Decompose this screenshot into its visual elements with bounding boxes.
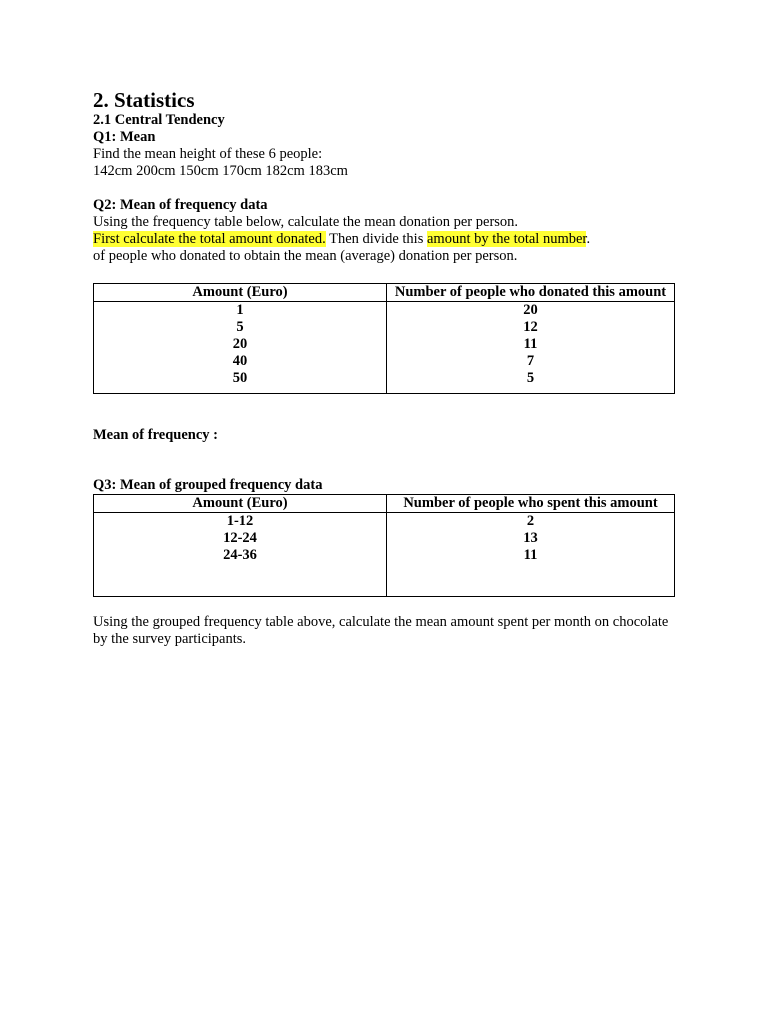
- q1-heading: Q1: Mean: [93, 129, 156, 145]
- table-header-amount: Amount (Euro): [94, 284, 387, 302]
- document-page: [93, 88, 675, 648]
- q3-instruction: Using the grouped frequency table above, calculate the mean amount spent per month on chocolate by the survey participants.: [93, 614, 669, 647]
- q2-plain-2: .: [586, 231, 591, 247]
- table-cell-amounts: [94, 302, 387, 394]
- table-row: [94, 302, 675, 394]
- table-header-row: [94, 284, 675, 302]
- table-value: 40: [232, 353, 248, 369]
- table-value: 12: [523, 319, 538, 335]
- table-cell-ranges: [94, 513, 387, 597]
- section-subtitle: 2.1 Central Tendency: [93, 112, 225, 128]
- table-value: 20: [232, 336, 248, 352]
- q2-heading: Q2: Mean of frequency data: [93, 197, 268, 213]
- table-header-count: Number of people who spent this amount: [387, 495, 675, 513]
- q2-instruction-1: Using the frequency table below, calculate the mean donation per person.: [93, 214, 519, 230]
- grouped-frequency-table: [93, 494, 675, 597]
- frequency-table: [93, 283, 675, 394]
- table-header-row: [94, 495, 675, 513]
- table-value: 11: [523, 336, 538, 352]
- q1-heights: 142cm 200cm 150cm 170cm 182cm 183cm: [93, 163, 348, 179]
- table-value: 5: [526, 370, 535, 386]
- table-value: 24-36: [223, 547, 257, 563]
- table-cell-counts: [387, 302, 675, 394]
- mean-of-frequency-label: Mean of frequency :: [93, 427, 218, 443]
- table-row: [94, 513, 675, 597]
- q2-instruction-3: of people who donated to obtain the mean (average) donation per person.: [93, 248, 518, 264]
- table-cell-counts: [387, 513, 675, 597]
- page-title: 2. Statistics: [93, 88, 195, 112]
- q3-heading: Q3: Mean of grouped frequency data: [93, 477, 323, 493]
- table-header-amount: Amount (Euro): [94, 495, 387, 513]
- highlight-1: First calculate the total amount donated.: [93, 231, 326, 247]
- table-value: 1: [236, 302, 244, 318]
- q2-instruction-2: [93, 231, 675, 248]
- table-value: 50: [232, 370, 248, 386]
- table-value: 11: [523, 547, 538, 563]
- table-header-count: Number of people who donated this amount: [387, 284, 675, 302]
- table-value: 13: [523, 530, 538, 546]
- q2-plain-1: Then divide this: [325, 231, 427, 247]
- table-value: 20: [523, 302, 538, 318]
- table-value: 1-12: [226, 513, 254, 529]
- table-value: 5: [236, 319, 244, 335]
- table-value: 12-24: [223, 530, 257, 546]
- highlight-2: amount by the total number: [426, 231, 587, 247]
- q1-text: Find the mean height of these 6 people:: [93, 146, 323, 162]
- table-value: 7: [526, 353, 535, 369]
- table-value: 2: [526, 513, 535, 529]
